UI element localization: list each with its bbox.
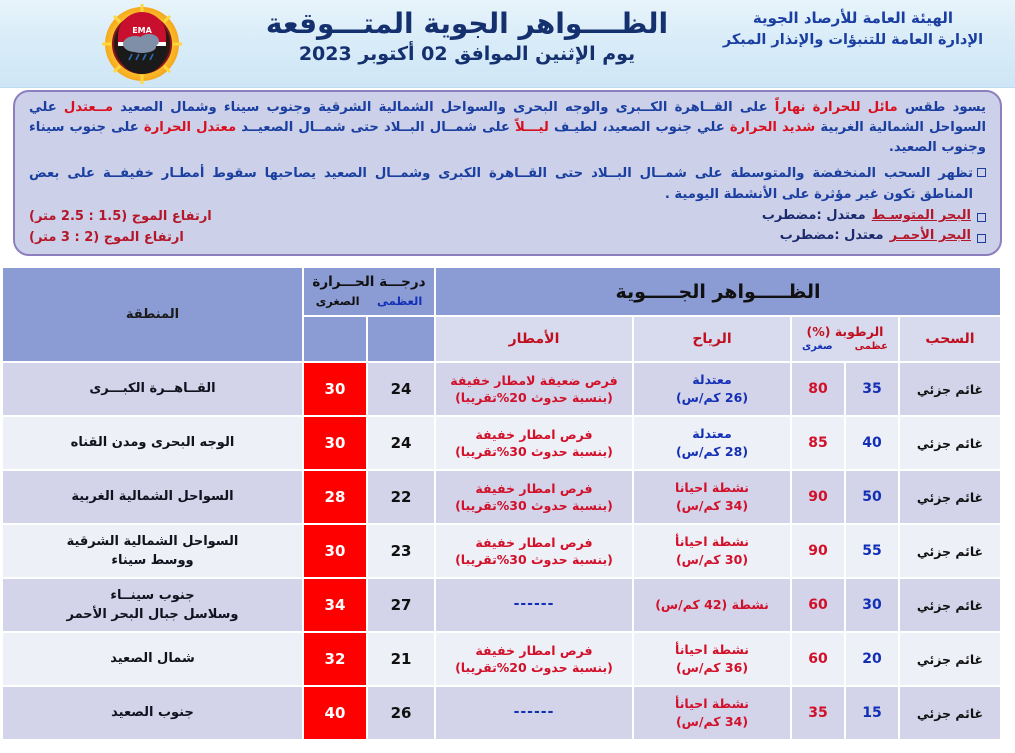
cell-clouds: غائم جزئي: [900, 417, 1000, 469]
forecast-table-body: [3, 363, 1000, 739]
sea-row-red-sea: [762, 226, 986, 246]
rain-line-2: (بنسبة حدوث 30%تقريبا): [455, 498, 613, 513]
cell-humidity-max: 60: [792, 579, 844, 631]
wave-height-mediterranean: ارتفاع الموج (1.5 : 2.5 متر): [29, 208, 212, 224]
cell-humidity-min: 50: [846, 471, 898, 523]
sea-row-mediterranean: [762, 206, 986, 226]
table-row: [3, 687, 1000, 739]
cell-temp-min: 24: [368, 363, 434, 415]
region-line: ووسط سيناء: [111, 553, 194, 568]
wind-speed: (34 كم/س): [675, 714, 749, 729]
clouds-bullet: [29, 164, 986, 205]
header-temperature: [304, 268, 434, 315]
rain-line-1: فرص امطار خفيفة: [475, 480, 593, 496]
square-bullet-icon: [977, 213, 986, 222]
cell-wind: [634, 363, 790, 415]
sea-name-red-sea: البحر الأحمـر: [889, 228, 971, 244]
header-temp-max: العظمى: [376, 294, 423, 309]
cell-region: [3, 525, 302, 577]
table-row: [3, 471, 1000, 523]
square-bullet-icon: [977, 234, 986, 243]
rain-line-1: ------: [513, 704, 555, 721]
sea-state-mediterranean: معتدل :مضطرب: [761, 207, 866, 223]
summary-segment-3: مــعتدل: [63, 100, 113, 115]
cell-humidity-min: 35: [846, 363, 898, 415]
sea-states: [762, 206, 986, 246]
cell-humidity-max: 80: [792, 363, 844, 415]
cell-temp-min: 22: [368, 471, 434, 523]
wind-speed: (30 كم/س): [675, 552, 749, 567]
rain-line-2: (بنسبة حدوث 20%تقريبا): [455, 660, 613, 675]
header-wind: الرياح: [634, 317, 790, 361]
header-humidity: [792, 317, 898, 361]
cell-region: [3, 471, 302, 523]
summary-segment-10: على جنوب سيناء وجنوب الصعيد.: [29, 120, 986, 156]
title-block: [237, 6, 697, 65]
cell-humidity-min: 15: [846, 687, 898, 739]
region-line: السواحل الشمالية الغربية: [71, 489, 234, 505]
wind-speed: (28 كم/س): [675, 444, 749, 459]
cell-temp-max: 30: [304, 525, 366, 577]
wind-description: نشطة احيانأ: [675, 695, 749, 711]
rain-line-2: (بنسبة حدوث 30%تقريبا): [455, 552, 613, 567]
cell-humidity-max: 60: [792, 633, 844, 685]
cell-humidity-min: 20: [846, 633, 898, 685]
cell-rain: [436, 525, 632, 577]
square-bullet-icon: [977, 168, 986, 177]
cell-temp-max: 32: [304, 633, 366, 685]
summary-segment-5: شديد الحرارة: [729, 120, 816, 136]
cell-temp-max: 34: [304, 579, 366, 631]
header-rain: الأمطار: [436, 317, 632, 361]
region-line: القــاهــرة الكبـــرى: [89, 381, 216, 397]
page-date: يوم الإثنين الموافق 02 أكتوبر 2023: [298, 43, 636, 65]
header-humidity-min: صغرى: [802, 341, 833, 353]
wind-description: معتدلة: [692, 425, 732, 441]
header-temperature-label: درجـــة الحـــرارة: [312, 274, 426, 291]
cell-region: [3, 417, 302, 469]
cell-rain: [436, 417, 632, 469]
wind-speed: (36 كم/س): [675, 660, 749, 675]
cell-temp-min: 21: [368, 633, 434, 685]
table-row: [3, 633, 1000, 685]
agency-line-2: الإدارة العامة للتنبؤات والإنذار المبكر: [722, 31, 984, 48]
ema-logo: [99, 4, 185, 86]
summary-segment-2: على القــاهرة الكــبرى والوجه البحرى والسواحل الشمالية الشرقية وجنوب سيناء وشمال الصعيد: [113, 100, 775, 115]
cell-wind: [634, 579, 790, 631]
cell-clouds: غائم جزئي: [900, 525, 1000, 577]
cell-clouds: غائم جزئي: [900, 687, 1000, 739]
cell-humidity-max: 85: [792, 417, 844, 469]
summary-segment-0: يسود طقس: [897, 100, 986, 115]
cell-humidity-max: 90: [792, 471, 844, 523]
rain-line-2: (بنسبة حدوث 30%تقريبا): [455, 444, 613, 459]
header-temp-max-spacer: [368, 317, 434, 361]
cell-rain: [436, 633, 632, 685]
wind-description: معتدلة: [692, 371, 732, 387]
wind-speed: (34 كم/س): [675, 498, 749, 513]
summary-box: [13, 90, 1002, 256]
header-temp-min-spacer: [304, 317, 366, 361]
rain-line-1: فرص ضعيفة لامطار خفيفة: [450, 372, 618, 388]
cell-temp-max: 30: [304, 417, 366, 469]
wind-speed: (26 كم/س): [675, 390, 749, 405]
cell-temp-max: 30: [304, 363, 366, 415]
summary-segment-9: معتدل الحرارة: [143, 120, 237, 136]
summary-segment-1: مائل للحرارة نهاراً: [774, 100, 898, 115]
page-header: [0, 0, 1015, 88]
cell-rain: [436, 471, 632, 523]
cell-region: [3, 363, 302, 415]
forecast-table-wrap: [13, 266, 1002, 741]
summary-segment-4: علي السواحل الشمالية الغربية: [29, 100, 986, 136]
region-line: جنوب الصعيد: [111, 705, 194, 721]
rain-line-1: فرص امطار خفيفة: [475, 642, 593, 658]
sea-name-mediterranean: البحر المتوسـط: [871, 207, 971, 223]
agency-title: [703, 8, 1003, 51]
rain-line-1: فرص امطار خفيفة: [475, 426, 593, 442]
svg-text:EMA: EMA: [132, 26, 152, 35]
header-region: المنطقة: [3, 268, 302, 361]
cell-temp-min: 24: [368, 417, 434, 469]
clouds-bullet-text: تظهر السحب المنخفضة والمتوسطة على شمــال البــلاد حتى القــاهرة الكبرى وشمــال الصعيد يصاحبها سقوط أمطـار خفيفــة على بعض المناطق تكون غير مؤثرة على الأنشطة اليومية .: [29, 166, 973, 202]
table-header-top-row: [3, 268, 1000, 315]
table-row: [3, 363, 1000, 415]
forecast-table: [1, 266, 1002, 741]
wind-description: نشطة (42 كم/س): [655, 596, 769, 612]
cell-wind: [634, 525, 790, 577]
summary-segment-6: علي جنوب الصعيد، لطيـف: [548, 120, 730, 136]
cell-clouds: غائم جزئي: [900, 579, 1000, 631]
cell-humidity-min: 40: [846, 417, 898, 469]
cell-rain: [436, 363, 632, 415]
cell-clouds: غائم جزئي: [900, 471, 1000, 523]
cell-region: [3, 687, 302, 739]
wind-description: نشطة احيانأ: [675, 641, 749, 657]
cell-wind: [634, 471, 790, 523]
cell-wind: [634, 417, 790, 469]
header-clouds: السحب: [900, 317, 1000, 361]
header-temp-min: الصغرى: [315, 294, 360, 309]
rain-line-1: فرص امطار خفيفة: [475, 534, 593, 550]
summary-segment-7: ليـــلاً: [514, 120, 549, 136]
region-line: شمال الصعيد: [110, 651, 195, 667]
table-row: [3, 417, 1000, 469]
cell-humidity-max: 35: [792, 687, 844, 739]
rain-line-1: ------: [513, 596, 555, 613]
cell-clouds: غائم جزئي: [900, 363, 1000, 415]
cell-region: [3, 579, 302, 631]
cell-region: [3, 633, 302, 685]
header-phenomena: الظـــــواهر الجـــــوية: [436, 268, 1000, 315]
page-title: الظــــواهر الجوية المتـــوقعة: [265, 7, 669, 40]
header-humidity-label: الرطوبة (%): [806, 324, 884, 340]
summary-paragraph: [29, 98, 986, 158]
wind-description: نشطة احيانا: [675, 479, 749, 495]
wind-description: نشطة احيانأ: [675, 533, 749, 549]
wave-height-red-sea: ارتفاع الموج (2 : 3 متر): [29, 229, 184, 245]
rain-line-2: (بنسبة حدوث 20%تقريبا): [455, 390, 613, 405]
header-humidity-max: عظمى: [854, 341, 888, 353]
cell-temp-max: 28: [304, 471, 366, 523]
cell-temp-min: 26: [368, 687, 434, 739]
region-line: وسلاسل جبال البحر الأحمر: [66, 607, 239, 622]
cell-clouds: غائم جزئي: [900, 633, 1000, 685]
cell-humidity-min: 30: [846, 579, 898, 631]
cell-humidity-min: 55: [846, 525, 898, 577]
agency-line-1: الهيئة العامة للأرصاد الجوية: [752, 9, 954, 27]
cell-rain: [436, 579, 632, 631]
cell-temp-max: 40: [304, 687, 366, 739]
cell-rain: [436, 687, 632, 739]
wave-heights: [29, 206, 212, 248]
cell-temp-min: 23: [368, 525, 434, 577]
cell-wind: [634, 687, 790, 739]
table-row: [3, 579, 1000, 631]
region-line: السواحل الشمالية الشرقية: [66, 533, 239, 549]
sea-state-red-sea: معتدل :مضطرب: [779, 228, 884, 244]
summary-segment-8: على شمــال البــلاد حتى شمــال الصعيــد: [236, 120, 515, 136]
table-row: [3, 525, 1000, 577]
cell-humidity-max: 90: [792, 525, 844, 577]
region-line: جنوب سينــاء: [110, 587, 195, 603]
sea-conditions: [29, 206, 986, 248]
region-line: الوجه البحرى ومدن القناه: [70, 435, 235, 451]
cell-temp-min: 27: [368, 579, 434, 631]
cell-wind: [634, 633, 790, 685]
